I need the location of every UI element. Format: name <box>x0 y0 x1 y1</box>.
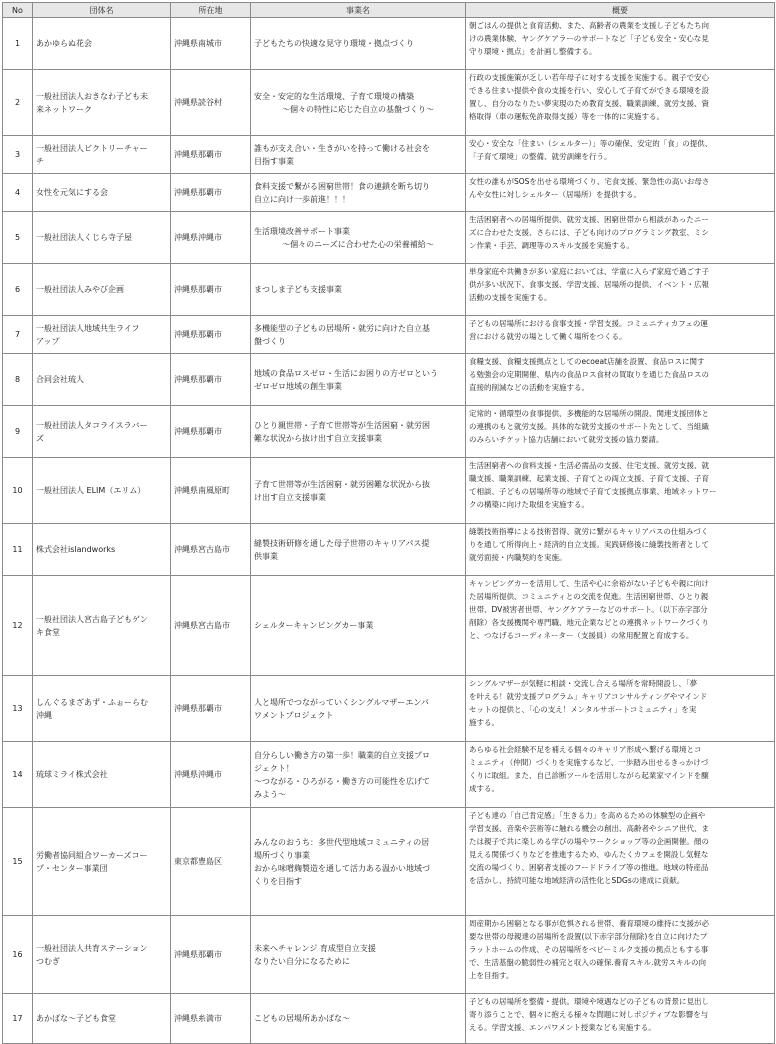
organization-line: 一般社団法人タコライスラバー <box>36 420 148 430</box>
project-line: おから味噌麹製造を通して活力ある温かい地域づ <box>254 863 430 873</box>
table-row <box>3 136 775 174</box>
cell-location[interactable]: 沖縄県宮古島市 <box>171 576 251 676</box>
project-table-sheet <box>2 2 774 1044</box>
summary-line: を活かし、持続可能な地域経済の活性化とSDGsの達成に貢献。 <box>469 876 685 885</box>
cell-summary[interactable] <box>466 808 775 916</box>
cell-location[interactable]: 沖縄県沖縄市 <box>171 212 251 264</box>
cell-no[interactable]: 16 <box>3 916 33 994</box>
cell-summary[interactable] <box>466 174 775 212</box>
cell-location[interactable]: 東京都豊島区 <box>171 808 251 916</box>
summary-line: 安心・安全な「住まい（シェルター）」等の確保、安定的「食」の提供、 <box>469 139 713 148</box>
summary-line: 置し、自分のなりたい夢実現のため教育支援、職業訓練、就労支援、資 <box>469 99 709 108</box>
project-line: ひとり親世帯・子育て世帯等が生活困窮・就労困 <box>254 420 430 430</box>
summary-line: 定常的・循環型の食事提供、多機能的な居場所の開設、関連支援団体と <box>469 409 709 418</box>
project-line: 自分らしい働き方の第一歩！職業的自立支援プロ <box>254 750 430 760</box>
cell-location[interactable]: 沖縄県南風原町 <box>171 458 251 524</box>
organization-line: 一般社団法人共育ステーション <box>36 943 148 953</box>
cell-no[interactable]: 12 <box>3 576 33 676</box>
header-summary[interactable]: 概要 <box>466 3 775 18</box>
cell-project[interactable] <box>251 136 466 174</box>
summary-line: 周産期から困窮となる事が危惧される世帯、養育環境の維持に支援が必 <box>469 919 709 928</box>
summary-line: のみらいチケット協力店舗において就労支援の協力要請。 <box>469 435 664 444</box>
summary-line: て相談、子どもの居場所等の地域で子育て支援拠点事業、地域ネットワー <box>469 487 717 496</box>
cell-organization[interactable] <box>33 994 171 1044</box>
table-row <box>3 994 775 1044</box>
cell-summary[interactable] <box>466 18 775 70</box>
cell-organization[interactable] <box>33 406 171 458</box>
project-line: 子育て世帯等が生活困窮・就労困難な状況から抜 <box>254 479 430 489</box>
summary-line: 施する。 <box>469 718 499 727</box>
organization-line: あかばな〜子ども食堂 <box>36 1014 116 1023</box>
cell-summary[interactable] <box>466 212 775 264</box>
cell-project[interactable] <box>251 70 466 136</box>
organization-line: 一般社団法人くじら寺子屋 <box>36 233 132 242</box>
summary-line: 「子育て環境」の整備、就労訓練を行う。 <box>469 152 612 161</box>
table-row <box>3 70 775 136</box>
cell-no[interactable]: 3 <box>3 136 33 174</box>
header-organization[interactable]: 団体名 <box>33 3 171 18</box>
organization-line: 合同会社琉人 <box>36 375 84 384</box>
organization-line: 女性を元気にする会 <box>36 188 108 197</box>
organization-line: 琉球ミライ株式会社 <box>36 770 108 779</box>
cell-location[interactable]: 沖縄県宮古島市 <box>171 524 251 576</box>
table-row <box>3 576 775 676</box>
summary-line: 営における就労の場として働く場所をつくる。 <box>469 332 627 341</box>
summary-line: る勉強会の定期開催、県内の食品ロス食材の買取りを通じた食品ロスの <box>469 370 709 379</box>
project-line: こどもの居場所あかばな〜 <box>254 1014 350 1023</box>
cell-project[interactable] <box>251 264 466 316</box>
cell-project[interactable] <box>251 354 466 406</box>
table-row <box>3 808 775 916</box>
summary-line: 世帯、DV被害者世帯、ヤングケアラーなどのサポート。（以下赤字部分 <box>469 605 708 614</box>
cell-organization[interactable] <box>33 70 171 136</box>
cell-project[interactable] <box>251 742 466 808</box>
summary-line: ラットホームの作成、その居場所をベビーミルク支援の拠点ともする事 <box>469 945 709 954</box>
project-line: 盤づくり <box>254 336 286 346</box>
summary-line: クの構築に向けた取組を実施する。 <box>469 500 589 509</box>
summary-line: ミュニティ（仲間）づくりを実施するなど、一歩踏み出せるきっかけづ <box>469 758 709 767</box>
summary-line: える。学習支援、エンパワメント授業なども実施する。 <box>469 1023 656 1032</box>
summary-line: た居場所提供、コミュニティとの交流を促進。生活困窮世帯、ひとり親 <box>469 592 709 601</box>
summary-line: あらゆる社会経験不足を補える個々のキャリア形成へ繋げる環境とコ <box>469 745 702 754</box>
table-row <box>3 524 775 576</box>
summary-line: 女性の誰もがSOSを出せる環境づくり、宅食支援、緊急性の高いお母さ <box>469 177 710 186</box>
cell-summary[interactable] <box>466 354 775 406</box>
project-line: 場所づくり事業 <box>254 850 310 860</box>
cell-organization[interactable] <box>33 808 171 916</box>
cell-organization[interactable] <box>33 354 171 406</box>
table-row <box>3 916 775 994</box>
cell-organization[interactable] <box>33 676 171 742</box>
project-line: まつしま子ども支援事業 <box>254 285 342 294</box>
summary-line: 子どもの居場所を整備・提供。環境や境遇などの子どもの背景に見出し <box>469 997 709 1006</box>
cell-no[interactable]: 14 <box>3 742 33 808</box>
project-line: 多機能型の子どもの居場所・就労に向けた自立基 <box>254 323 430 333</box>
cell-no[interactable]: 2 <box>3 70 33 136</box>
organization-line: キ食堂 <box>36 627 60 637</box>
cell-project[interactable] <box>251 916 466 994</box>
cell-no[interactable]: 11 <box>3 524 33 576</box>
summary-line: 見える関係づくりなどを推進するため、ゆんたくカフェを開設し気軽な <box>469 850 709 859</box>
cell-organization[interactable] <box>33 916 171 994</box>
organization-line: 沖縄 <box>36 710 52 720</box>
cell-summary[interactable] <box>466 524 775 576</box>
cell-project[interactable] <box>251 524 466 576</box>
organization-line: しんぐるまざあず・ふぉーらむ <box>36 697 148 707</box>
summary-line: 学習支援、音楽や芸術等に触れる機会の創出、高齢者やシニア世代、ま <box>469 824 709 833</box>
cell-project[interactable] <box>251 676 466 742</box>
cell-organization[interactable] <box>33 316 171 354</box>
cell-organization[interactable] <box>33 458 171 524</box>
project-line: なりたい自分になるために <box>254 956 350 966</box>
summary-line: 職支援、職業訓練、起業支援、子育てとの両立支援、子育て支援、子育 <box>469 474 709 483</box>
summary-line: 縫製技術指導による技術習得、就労に繋がるキャリアパスの仕組みづく <box>469 527 709 536</box>
organization-line: 一般社団法人宮古島子どもゲン <box>36 614 148 624</box>
summary-line: けの農業体験、ヤングケアラーのサポートなど「子ども安全・安心な見 <box>469 34 709 43</box>
organization-line: 一般社団法人地域共生ライフ <box>36 323 140 333</box>
project-line: 地域の食品ロスゼロ・生活にお困りの方ゼロという <box>254 368 438 378</box>
project-line: 子どもたちの快適な見守り環境・拠点づくり <box>254 39 414 48</box>
cell-organization[interactable] <box>33 524 171 576</box>
cell-project[interactable] <box>251 994 466 1044</box>
summary-line: 生活困窮者への食料支援・生活必需品の支援、住宅支援、就労支援、就 <box>469 461 709 470</box>
cell-location[interactable]: 沖縄県沖縄市 <box>171 742 251 808</box>
summary-line: キャンピングカーを活用して、生活や心に余裕がない子どもや親に向け <box>469 579 709 588</box>
table-row <box>3 18 775 70</box>
table-row <box>3 676 775 742</box>
summary-line: で、生活基盤の脆弱性の補完と収入の確保.養育スキル.就労スキルの向 <box>469 958 706 967</box>
cell-no[interactable]: 1 <box>3 18 33 70</box>
project-line: ワメントプロジェクト <box>254 710 334 720</box>
cell-summary[interactable] <box>466 406 775 458</box>
project-line: け出す自立支援事業 <box>254 492 326 502</box>
organization-line: 一般社団法人おきなわ子ども未 <box>36 91 148 101</box>
cell-organization[interactable] <box>33 212 171 264</box>
summary-line: ズに合わせた支援、さらには、子ども向けのプログラミング教室、ミシ <box>469 228 709 237</box>
project-line: 〜個々の特性に応じた自立の基盤づくり〜 <box>282 104 434 114</box>
cell-project[interactable] <box>251 316 466 354</box>
summary-line: たは親子で共に楽しめる学びの場やワークショップ等の企画開催。顔の <box>469 837 709 846</box>
organization-line: あかゆらぬ花会 <box>36 39 92 48</box>
cell-organization[interactable] <box>33 18 171 70</box>
organization-line: 株式会社islandworks <box>36 545 116 554</box>
table-row <box>3 742 775 808</box>
project-line: シェルターキャンピングカー事業 <box>254 621 374 630</box>
cell-location[interactable]: 沖縄県那覇市 <box>171 676 251 742</box>
cell-location[interactable]: 沖縄県那覇市 <box>171 916 251 994</box>
organization-line: 一般社団法人みやび企画 <box>36 285 124 294</box>
cell-location[interactable]: 沖縄県那覇市 <box>171 406 251 458</box>
summary-line: 行政の支援施策が乏しい若年母子に対する支援を実施する。親子で安心 <box>469 73 709 82</box>
cell-location[interactable]: 沖縄県那覇市 <box>171 316 251 354</box>
organization-line: つむぎ <box>36 956 60 966</box>
summary-line: 交流の場づくり、困窮者支援のフードドライブ等の推進。地域の特産品 <box>469 863 709 872</box>
table-row <box>3 264 775 316</box>
summary-line: を叶える！就労支援プログラム」キャリアコンサルティングやマインド <box>469 692 708 701</box>
project-line: 食料支援で繋がる困窮世帯！食の連鎖を断ち切り <box>254 181 430 191</box>
header-location[interactable]: 所在地 <box>171 3 251 18</box>
cell-organization[interactable] <box>33 174 171 212</box>
header-no[interactable]: No <box>3 3 33 18</box>
summary-line: 格取得（車の運転免許取得支援）等を一体的に実施する。 <box>469 112 664 121</box>
summary-line: 子ども達の「自己肯定感」「生きる力」を高めるための体験型の企画や <box>469 811 706 820</box>
summary-line: 成する。 <box>469 784 499 793</box>
summary-line: くりに取組。また、自己診断ツールを活用しながら起業家マインドを醸 <box>469 771 709 780</box>
cell-project[interactable] <box>251 174 466 212</box>
project-line: 未来へチャレンジ 育成型自立支援 <box>254 943 376 953</box>
cell-location[interactable]: 沖縄県糸満市 <box>171 994 251 1044</box>
cell-no[interactable]: 4 <box>3 174 33 212</box>
project-line: 縫製技術研修を通した母子世帯のキャリアパス提 <box>254 538 430 548</box>
project-line: 〜個々のニーズに合わせた心の栄養補給〜 <box>282 239 434 249</box>
summary-line: 供が多い状況下、食事支援、学習支援、居場所の提供、イベント・広報 <box>469 280 709 289</box>
cell-no[interactable]: 7 <box>3 316 33 354</box>
cell-summary[interactable] <box>466 576 775 676</box>
summary-line: 生活困窮者への居場所提供、就労支援、困窮世帯から相談があったニー <box>469 215 709 224</box>
cell-summary[interactable] <box>466 676 775 742</box>
cell-organization[interactable] <box>33 136 171 174</box>
cell-location[interactable]: 沖縄県那覇市 <box>171 354 251 406</box>
cell-summary[interactable] <box>466 742 775 808</box>
cell-organization[interactable] <box>33 742 171 808</box>
organization-line: ズ <box>36 433 44 443</box>
table-row <box>3 354 775 406</box>
project-line: くりを目指す <box>254 876 302 886</box>
project-line: 生活環境改善サポート事業 <box>254 226 350 236</box>
summary-line: セットの提供と、「心の支え！メンタルサポートコミュニティ」を実 <box>469 705 697 714</box>
project-line: 目指す事業 <box>254 156 294 166</box>
cell-location[interactable]: 沖縄県南城市 <box>171 18 251 70</box>
project-line: 安全・安定的な生活環境、子育て環境の構築 <box>254 91 414 101</box>
summary-line: 朝ごはんの提供と食育活動、また、高齢者の農業を支援し子どもたち向 <box>469 21 709 30</box>
cell-project[interactable] <box>251 406 466 458</box>
cell-no[interactable]: 6 <box>3 264 33 316</box>
project-line: ゼロゼロ地域の創生事業 <box>254 381 342 391</box>
project-line: 誰もが支え合い・生きがいを持って働ける社会を <box>254 143 430 153</box>
project-line: 人と場所でつながっていくシングルマザーエンパ <box>254 697 429 707</box>
summary-line: 守り環境・拠点」を計画し整備する。 <box>469 47 597 56</box>
cell-summary[interactable] <box>466 458 775 524</box>
cell-summary[interactable] <box>466 316 775 354</box>
cell-location[interactable]: 沖縄県読谷村 <box>171 70 251 136</box>
summary-line: 食糧支援、食糧支援拠点としてのecoeat店舗を設置、食品ロスに関す <box>469 357 705 366</box>
summary-line: 削除）各支援機関や専門職、地元企業などとの連携ネットワークづくり <box>469 618 709 627</box>
table-row <box>3 406 775 458</box>
cell-no[interactable]: 10 <box>3 458 33 524</box>
project-line: 自立に向け一歩前進！！！ <box>254 194 350 204</box>
organization-line: 労働者協同組合ワーカーズコー <box>36 850 148 860</box>
cell-no[interactable]: 9 <box>3 406 33 458</box>
cell-project[interactable] <box>251 18 466 70</box>
table-row <box>3 316 775 354</box>
table-row <box>3 458 775 524</box>
summary-line: 就労面接・内職契約を実施。 <box>469 553 567 562</box>
summary-line: できる住まい提供や食の支援を行い、安心して子育てができる環境を設 <box>469 86 709 95</box>
cell-location[interactable]: 沖縄県那覇市 <box>171 136 251 174</box>
cell-summary[interactable] <box>466 136 775 174</box>
project-line: 供事業 <box>254 551 278 561</box>
project-line: 難な状況から抜け出す自立支援事業 <box>254 433 382 443</box>
organization-line: 一般社団法人 ELIM（エリム） <box>36 486 146 495</box>
table-row <box>3 212 775 264</box>
cell-organization[interactable] <box>33 576 171 676</box>
cell-project[interactable] <box>251 576 466 676</box>
organization-line: チ <box>36 156 44 166</box>
organization-line: 一般社団法人ビクトリーチャー <box>36 143 148 153</box>
project-line: みよう〜 <box>254 789 286 799</box>
cell-no[interactable]: 8 <box>3 354 33 406</box>
cell-no[interactable]: 5 <box>3 212 33 264</box>
cell-summary[interactable] <box>466 264 775 316</box>
organization-line: アップ <box>36 336 60 346</box>
summary-line: 上を目指す。 <box>469 971 514 980</box>
summary-line: 単身家庭や共働きが多い家庭においては、学童に入らず家庭で過ごす子 <box>469 267 709 276</box>
organization-line: プ・センター事業団 <box>36 863 108 873</box>
cell-project[interactable] <box>251 808 466 916</box>
table-body <box>3 18 775 1044</box>
summary-line: ン作業・手芸、調理等のスキル支援を実施する。 <box>469 241 634 250</box>
cell-location[interactable]: 沖縄県那覇市 <box>171 264 251 316</box>
header-row <box>3 3 775 18</box>
summary-line: 寄り添うことで、個々に抱える様々な問題に対しポジティブな影響を与 <box>469 1010 709 1019</box>
summary-line: 直接的削減などの活動を実施する。 <box>469 383 589 392</box>
table-row <box>3 174 775 212</box>
project-line: ジェクト！ <box>254 763 294 773</box>
cell-no[interactable]: 17 <box>3 994 33 1044</box>
summary-line: の連携のもと就労支援。具体的な就労支援のサポート先として、当組織 <box>469 422 709 431</box>
cell-project[interactable] <box>251 458 466 524</box>
summary-line: りを通して所得向上・経済的自立支援。実践研修後に縫製技術者として <box>469 540 709 549</box>
header-project[interactable]: 事業名 <box>251 3 466 18</box>
cell-organization[interactable] <box>33 264 171 316</box>
summary-line: 要な世帯の母親達の居場所を設置(以下赤字部分削除)を自立に向けたプ <box>469 932 708 941</box>
summary-line: シングルマザーが気軽に相談・交流し合える場所を常時開設し、「夢 <box>469 679 698 688</box>
organization-line: 来ネットワーク <box>36 104 92 114</box>
cell-no[interactable]: 15 <box>3 808 33 916</box>
summary-line: と、つなげるコーディネーター（支援員）の常用配置と育成する。 <box>469 631 694 640</box>
cell-location[interactable]: 沖縄県那覇市 <box>171 174 251 212</box>
project-table <box>2 2 775 1044</box>
cell-summary[interactable] <box>466 70 775 136</box>
summary-line: 活動の支援を実施する。 <box>469 293 552 302</box>
cell-no[interactable]: 13 <box>3 676 33 742</box>
cell-summary[interactable] <box>466 916 775 994</box>
cell-summary[interactable] <box>466 994 775 1044</box>
summary-line: 子どもの居場所における食事支援・学習支援。コミュニティカフェの運 <box>469 319 708 328</box>
project-line: 〜つながる・ひろがる・働き方の可能性を広げて <box>254 776 430 786</box>
cell-project[interactable] <box>251 212 466 264</box>
project-line: みんなのおうち：多世代型地域コミュニティの居 <box>254 837 430 847</box>
summary-line: んや女性に対しシェルター（居場所）を提供する。 <box>469 190 642 199</box>
